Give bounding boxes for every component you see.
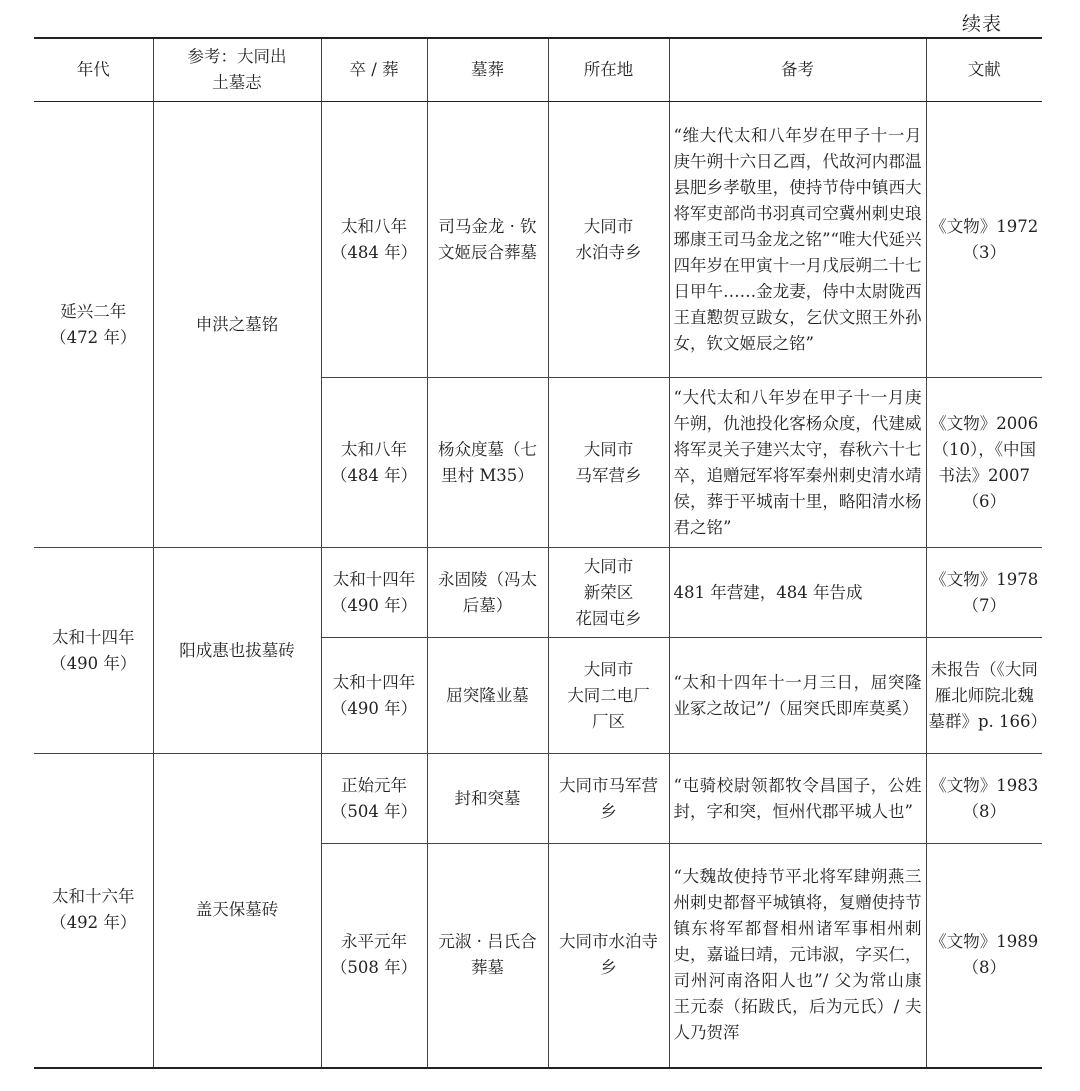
note-cell: 481 年营建，484 年告成	[669, 548, 926, 638]
source-cell: 《文物》1972（3）	[926, 102, 1042, 378]
date-cell: 太和八年 （484 年）	[321, 102, 427, 378]
era-cell: 太和十六年 （492 年）	[34, 754, 153, 1068]
era-cell: 太和十四年 （490 年）	[34, 548, 153, 754]
note-cell: “屯骑校尉领都牧令昌国子，公姓封，字和突，恒州代郡平城人也”	[669, 754, 926, 844]
header-date: 卒 / 葬	[321, 38, 427, 102]
date-cell: 太和八年 （484 年）	[321, 378, 427, 548]
continued-label: 续表	[961, 13, 1002, 35]
note-cell: “太和十四年十一月三日，屈突隆业冢之故记”/（屈突氏即库莫奚）	[669, 638, 926, 754]
date-cell: 太和十四年 （490 年）	[321, 548, 427, 638]
source-cell: 《文物》1989（8）	[926, 844, 1042, 1068]
header-tomb: 墓葬	[427, 38, 548, 102]
location-cell: 大同市 马军营乡	[548, 378, 669, 548]
header-location: 所在地	[548, 38, 669, 102]
header-era: 年代	[34, 38, 153, 102]
reference-cell: 阳成惠也拔墓砖	[153, 548, 321, 754]
era-cell: 延兴二年 （472 年）	[34, 102, 153, 548]
header-reference: 参考：大同出土墓志	[153, 38, 321, 102]
note-cell: “大代太和八年岁在甲子十一月庚午朔，仇池投化客杨众度，代建威将军灵关子建兴太守，春秋六十七卒，追赠冠军将军秦州刺史清水靖侯，葬于平城南十里，略阳清水杨君之铭”	[669, 378, 926, 548]
location-cell: 大同市水泊寺乡	[548, 844, 669, 1068]
source-cell: 未报告（《大同雁北师院北魏墓群》p. 166）	[926, 638, 1042, 754]
tomb-cell: 永固陵（冯太后墓）	[427, 548, 548, 638]
note-cell: “维大代太和八年岁在甲子十一月庚午朔十六日乙酉，代故河内郡温县肥乡孝敬里，使持节侍中镇西大将军吏部尚书羽真司空冀州刺史琅琊康王司马金龙之铭”“唯大代延兴四年岁在甲寅十一月戊辰朔二十七日甲午……金龙妻，侍中太尉陇西王直懃贺豆跋女，乞伏文照王外孙女，钦文姬辰之铭”	[669, 102, 926, 378]
date-cell: 正始元年 （504 年）	[321, 754, 427, 844]
location-cell: 大同市 新荣区 花园屯乡	[548, 548, 669, 638]
location-cell: 大同市 大同二电厂 厂区	[548, 638, 669, 754]
header-note: 备考	[669, 38, 926, 102]
header-row	[34, 38, 1042, 102]
source-cell: 《文物》1983（8）	[926, 754, 1042, 844]
tomb-cell: 屈突隆业墓	[427, 638, 548, 754]
reference-cell: 申洪之墓铭	[153, 102, 321, 548]
date-cell: 太和十四年 （490 年）	[321, 638, 427, 754]
source-cell: 《文物》2006（10），《中国书法》2007（6）	[926, 378, 1042, 548]
tomb-table	[34, 37, 1048, 1069]
tomb-cell: 杨众度墓（七里村 M35）	[427, 378, 548, 548]
reference-cell: 盖天保墓砖	[153, 754, 321, 1068]
location-cell: 大同市 水泊寺乡	[548, 102, 669, 378]
table-row	[34, 548, 1042, 638]
table-row	[34, 102, 1042, 378]
header-source: 文献	[926, 38, 1042, 102]
tomb-cell: 司马金龙 · 钦文姬辰合葬墓	[427, 102, 548, 378]
tomb-cell: 元淑 · 吕氏合葬墓	[427, 844, 548, 1068]
location-cell: 大同市马军营乡	[548, 754, 669, 844]
date-cell: 永平元年 （508 年）	[321, 844, 427, 1068]
table-row	[34, 754, 1042, 844]
source-cell: 《文物》1978（7）	[926, 548, 1042, 638]
note-cell: “大魏故使持节平北将军肆朔燕三州刺史都督平城镇将，复赠使持节镇东将军都督相州诸军事相州刺史，嘉谥曰靖，元讳淑，字买仁，司州河南洛阳人也”/ 父为常山康王元泰（拓跋氏，后为元氏）/ 夫人乃贺浑	[669, 844, 926, 1068]
tomb-cell: 封和突墓	[427, 754, 548, 844]
